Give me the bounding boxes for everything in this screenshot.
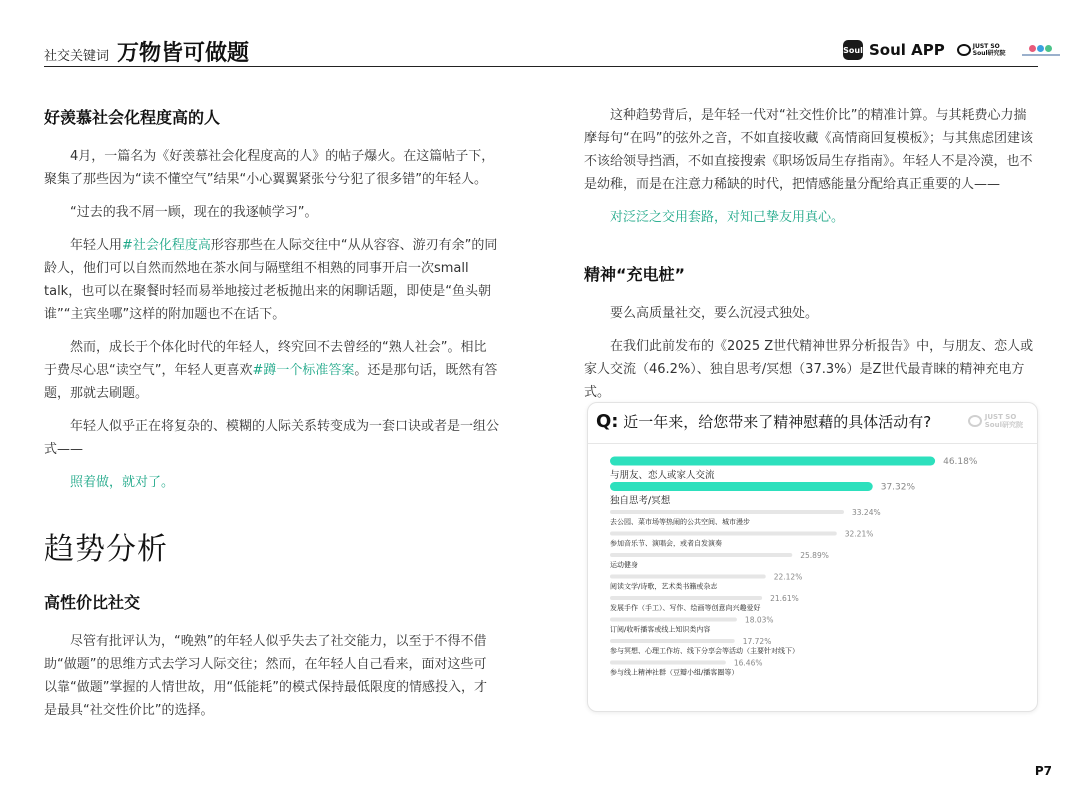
right-column [584, 104, 1038, 229]
bar-chart [588, 403, 1037, 711]
category-label: 与朋友、恋人或家人交流 [610, 470, 715, 481]
bar-value-label: 22.12% [773, 572, 803, 582]
category-label: 参与冥想、心理工作坊、线下分享会等活动（主要针对线下） [610, 647, 799, 655]
highlight-line: 照着做，就对了。 [70, 475, 175, 490]
trend-analysis-title: 趋势分析 [44, 532, 168, 567]
category-label: 发展手作（手工）、写作、绘画等创意向兴趣爱好 [610, 604, 761, 612]
section-title-recharge: 精神“充电桩” [584, 265, 686, 284]
right-column-bottom [584, 302, 1038, 404]
bar [610, 532, 837, 536]
bar-value-label: 33.24% [852, 508, 881, 517]
bar-value-label: 25.89% [800, 551, 829, 560]
bar [610, 618, 737, 622]
paragraph: 要么高质量社交，要么沉浸式独处。 [610, 306, 819, 321]
bar-value-label: 17.72% [742, 637, 772, 646]
just-so-line1: JUST SO [972, 43, 1000, 50]
left-column [44, 106, 499, 494]
paragraph: 然而，成长于个体化时代的年轻人，终究回不去曾经的“熟人社会”。相比于费尽心思“读空气”，年轻人更喜欢#蹲一个标准答案。还是那句话，既然有答题，那就去刷题。 [44, 340, 498, 401]
bar-value-label: 16.46% [733, 658, 763, 668]
bar [610, 553, 792, 557]
bar-value-label: 46.18% [943, 457, 978, 467]
category-label: 订阅/收听播客或线上知识类内容 [610, 625, 711, 634]
bar [610, 661, 726, 665]
header-keyword: 社交关键词 [44, 49, 110, 64]
category-label: 独自思考/冥想 [610, 495, 671, 507]
institution-logo-icon [1022, 45, 1060, 56]
soul-app-logo-text: Soul APP [869, 41, 945, 59]
bar-value-label: 32.21% [844, 529, 874, 539]
category-label: 参加音乐节、演唱会，或者自发演奏 [610, 539, 722, 548]
category-label: 去公园、菜市场等热闹的公共空间、城市漫步 [610, 518, 750, 526]
hashtag: #社会化程度高 [122, 238, 211, 253]
bar-value-label: 18.03% [744, 615, 774, 625]
category-label: 阅读文学/诗歌，艺术类书籍或杂志 [610, 582, 718, 591]
page-header [44, 36, 249, 67]
category-label: 运动健身 [610, 561, 638, 569]
bar [610, 457, 935, 466]
header-title: 万物皆可做题 [117, 41, 250, 66]
paragraph: 在我们此前发布的《2025 Z世代精神世界分析报告》中，与朋友、恋人或家人交流（46.2%）、独自思考/冥想（37.3%）是Z世代最青睐的精神充电方式。 [584, 339, 1034, 400]
quote-paragraph: “过去的我不屑一顾，现在的我逐帧学习”。 [70, 205, 318, 220]
paragraph: 这种趋势背后，是年轻一代对“社交性价比”的精准计算。与其耗费心力揣摩每句“在吗”的弦外之音，不如直接收藏《高情商回复模板》；与其焦虑团建该不该给领导挡酒，不如直接搜索《职场饭局生存指南》。年轻人不是冷漠，也不是幼稚，而是在注意力稀缺的时代，把情感能量分配给真正重要的人—— [584, 108, 1033, 192]
bar [610, 510, 844, 514]
paragraph: 年轻人似乎正在将复杂的、模糊的人际关系转变成为一套口诀或者是一组公式—— [44, 419, 500, 457]
soul-logo-icon: Soul [843, 40, 863, 60]
bar [610, 596, 762, 600]
paragraph: 年轻人用#社会化程度高形容那些在人际交往中“从从容容、游刃有余”的同龄人，他们可以自然而然地在茶水间与隔壁组不相熟的同事开启一次small talk，也可以在聚餐时轻而易举地接过老板抛出来的闲聊话题，即使是“鱼头朝谁”“主宾坐哪”这样的附加题也不在话下。 [44, 238, 498, 322]
bar [610, 482, 873, 491]
just-so-logo [957, 43, 1006, 57]
bar-value-label: 21.61% [770, 594, 799, 603]
left-column-bottom [44, 630, 499, 722]
category-label: 参与线上精神社群（豆瓣小组/播客圈等） [610, 668, 739, 677]
bar [610, 639, 735, 643]
logo-group [843, 40, 1060, 60]
bar [610, 575, 766, 579]
header-divider [44, 66, 1038, 67]
just-so-line2: Soul研究院 [972, 50, 1006, 57]
chart-question: Q: 近一年来，给您带来了精神慰藉的具体活动有? [596, 411, 932, 432]
section-title-social: 好羡慕社会化程度高的人 [44, 108, 221, 127]
just-so-logo-icon [957, 44, 971, 56]
section-title-cost-effective: 高性价比社交 [44, 593, 141, 612]
bar-value-label: 37.32% [880, 482, 916, 493]
highlight-line: 对泛泛之交用套路，对知己挚友用真心。 [610, 210, 845, 225]
page-number: P7 [1034, 764, 1052, 778]
watermark-logo: JUST SO Soul研究院 [968, 413, 1023, 429]
survey-chart-card [587, 402, 1038, 712]
paragraph: 4月，一篇名为《好羡慕社会化程度高的人》的帖子爆火。在这篇帖子下，聚集了那些因为“读不懂空气”结果“小心翼翼紧张兮兮犯了很多错”的年轻人。 [44, 149, 495, 187]
paragraph: 尽管有批评认为，“晚熟”的年轻人似乎失去了社交能力，以至于不得不借助“做题”的思维方式去学习人际交往；然而，在年轻人自己看来，面对这些可以靠“做题”掌握的人情世故，用“低能耗”的模式保持最低限度的情感投入，才是最具“社交性价比”的选择。 [44, 634, 487, 718]
hashtag: #蹲一个标准答案 [252, 363, 355, 378]
